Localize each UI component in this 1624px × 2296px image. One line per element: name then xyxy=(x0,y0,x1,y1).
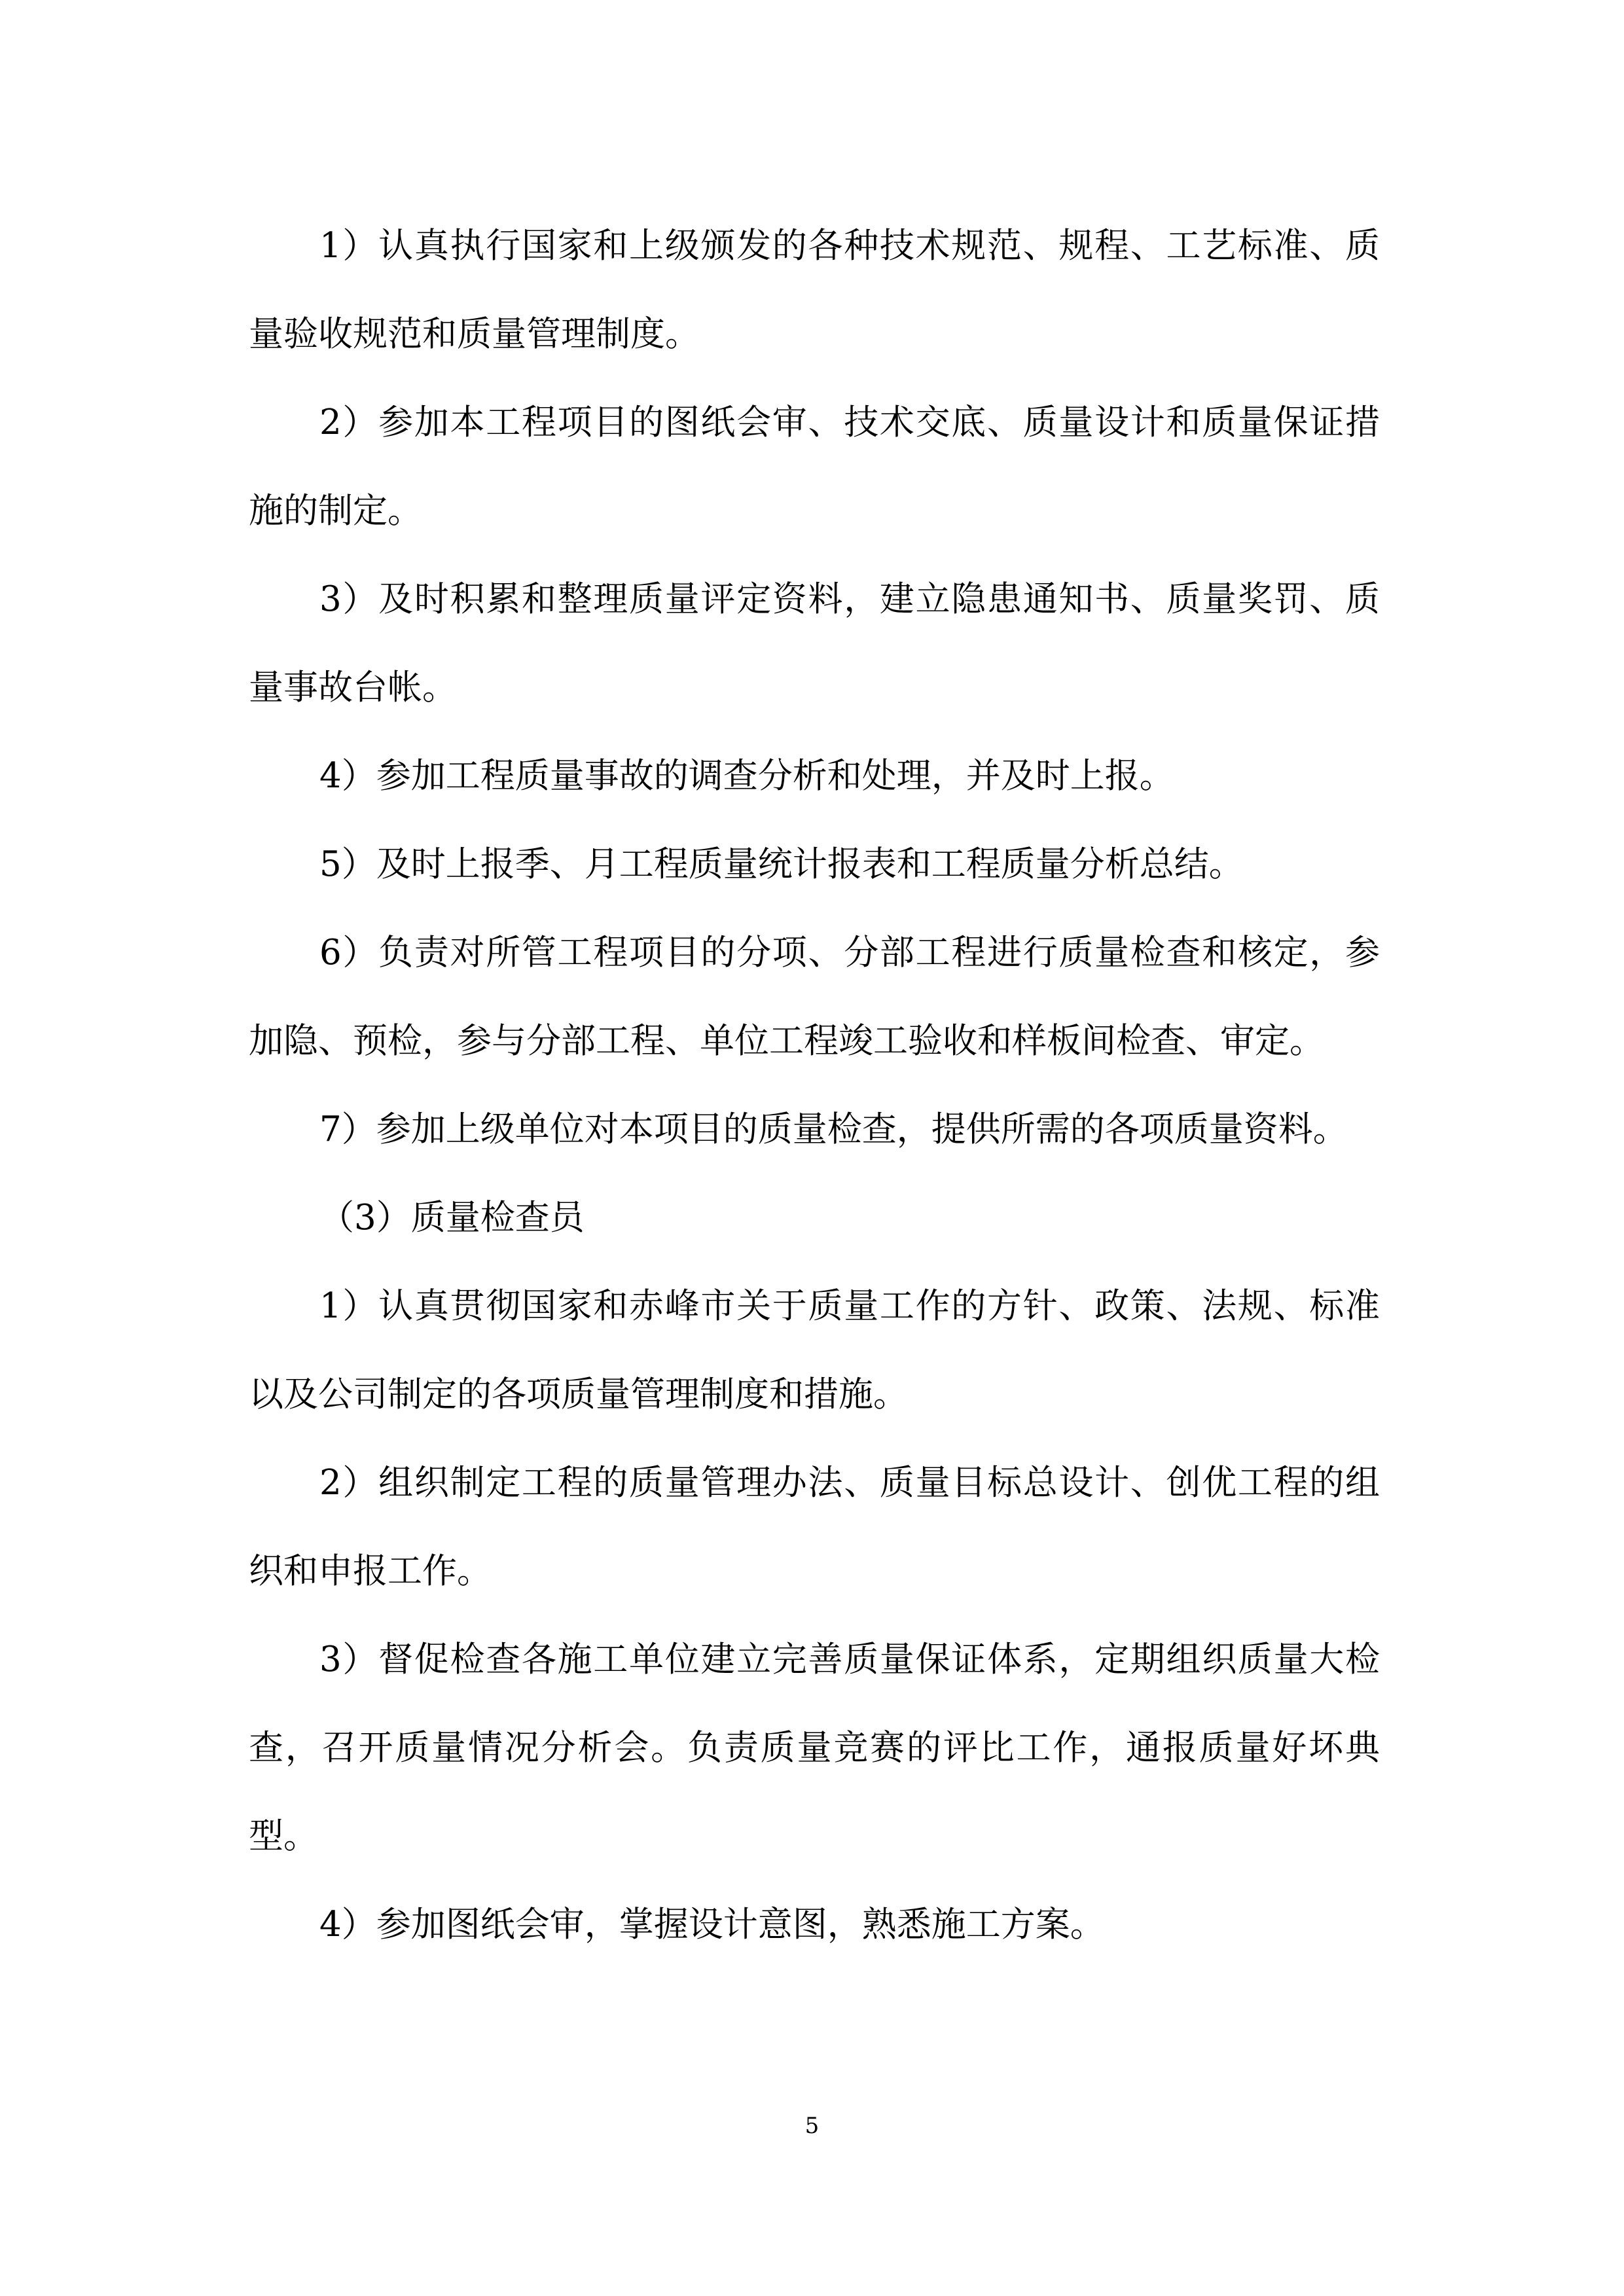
paragraph-1: 1）认真执行国家和上级颁发的各种技术规范、规程、工艺标准、质量验收规范和质量管理制度。 xyxy=(249,226,1380,354)
paragraph-3: 3）及时积累和整理质量评定资料，建立隐患通知书、质量奖罚、质量事故台帐。 xyxy=(249,579,1380,708)
paragraph-7: 7）参加上级单位对本项目的质量检查，提供所需的各项质量资料。 xyxy=(319,1109,1348,1149)
paragraph-2: 2）参加本工程项目的图纸会审、技术交底、质量设计和质量保证措施的制定。 xyxy=(249,403,1380,531)
paragraph-11: 4）参加图纸会审，掌握设计意图，熟悉施工方案。 xyxy=(319,1905,1105,1945)
paragraph-8: 1）认真贯彻国家和赤峰市关于质量工作的方针、政策、法规、标准以及公司制定的各项质量管理制度和措施。 xyxy=(249,1286,1380,1414)
page-number: 5 xyxy=(804,2113,820,2139)
body-text xyxy=(249,202,1380,1969)
paragraph-9: 2）组织制定工程的质量管理办法、质量目标总设计、创优工程的组织和申报工作。 xyxy=(249,1463,1380,1591)
paragraph-5: 5）及时上报季、月工程质量统计报表和工程质量分析总结。 xyxy=(319,844,1244,884)
paragraph-4: 4）参加工程质量事故的调查分析和处理，并及时上报。 xyxy=(319,756,1174,796)
paragraph-10: 3）督促检查各施工单位建立完善质量保证体系，定期组织质量大检查，召开质量情况分析会。负责质量竞赛的评比工作，通报质量好坏典型。 xyxy=(249,1640,1380,1856)
paragraph-6: 6）负责对所管工程项目的分项、分部工程进行质量检查和核定，参加隐、预检，参与分部工程、单位工程竣工验收和样板间检查、审定。 xyxy=(249,933,1380,1061)
section-heading-quality-inspector: （3）质量检查员 xyxy=(319,1198,585,1238)
